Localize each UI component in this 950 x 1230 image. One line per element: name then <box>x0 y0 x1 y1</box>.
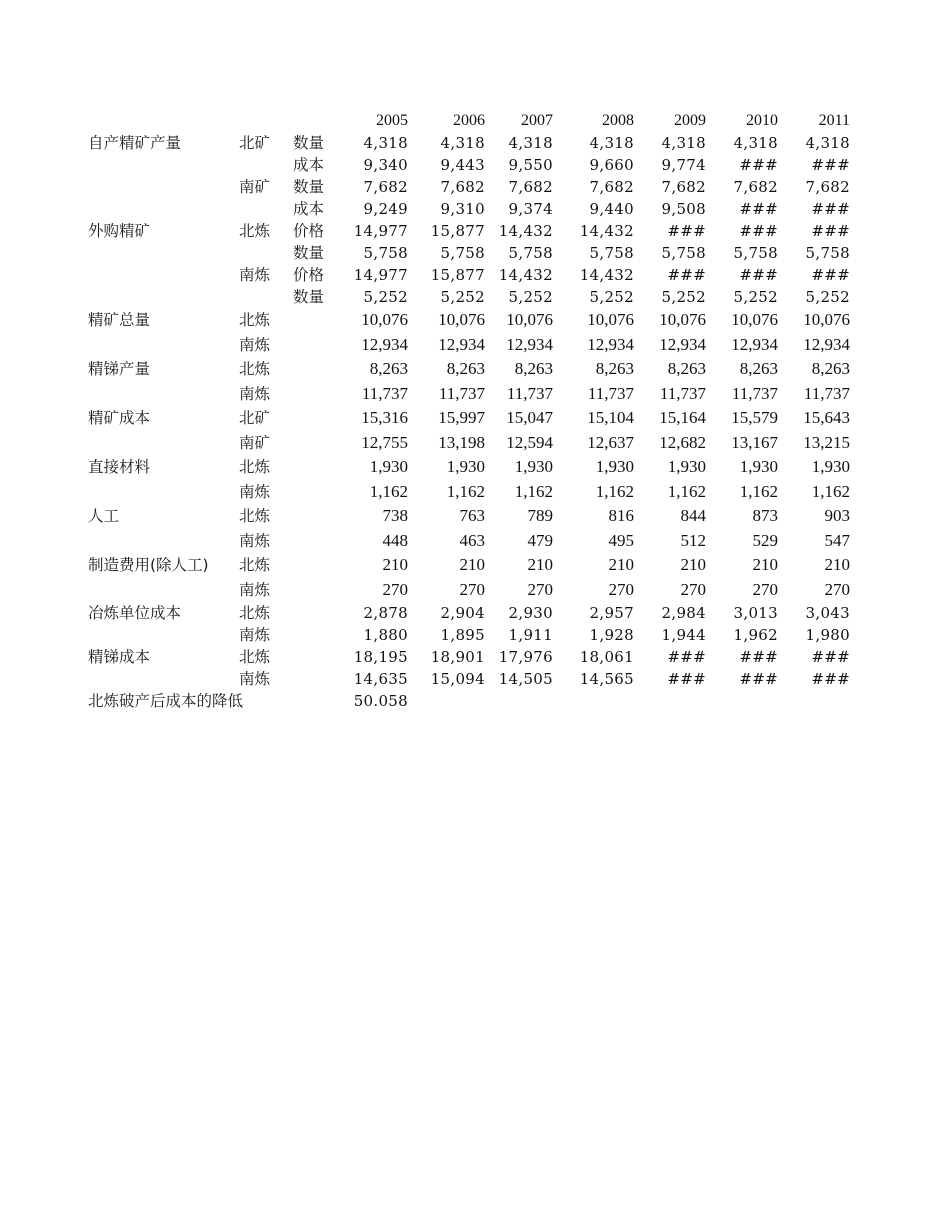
value-cell: 15,877 <box>430 266 485 284</box>
value-cell: 7,682 <box>508 178 553 196</box>
value-cell: 4,318 <box>508 134 553 152</box>
row-attribute-label: 数量 <box>293 288 325 306</box>
value-cell: 210 <box>459 555 485 574</box>
value-cell: 1,162 <box>739 481 778 501</box>
value-cell: 4,318 <box>661 134 706 152</box>
table-row <box>86 308 866 333</box>
year-header-cell: 2009 <box>674 112 706 129</box>
value-cell: 1,880 <box>363 626 408 644</box>
value-cell: 5,252 <box>733 288 778 306</box>
value-cell: 5,758 <box>805 244 850 262</box>
value-cell: 15,164 <box>659 408 706 427</box>
value-cell: 8,263 <box>369 359 408 378</box>
value-cell: 11,737 <box>803 383 850 403</box>
value-cell: 1,930 <box>595 457 634 476</box>
row-attribute-label: 价格 <box>293 222 325 240</box>
value-cell: ### <box>739 156 778 174</box>
row-attribute-label: 价格 <box>293 266 325 284</box>
row-sub-label: 北炼 <box>239 311 271 329</box>
value-cell: 816 <box>608 506 634 525</box>
table-row <box>86 553 866 578</box>
value-cell: 1,928 <box>589 626 634 644</box>
value-cell: ### <box>739 670 778 688</box>
value-cell: 210 <box>680 555 706 574</box>
value-cell: 1,930 <box>446 457 485 476</box>
value-cell: 10,076 <box>731 310 778 329</box>
value-cell: 14,635 <box>353 670 408 688</box>
value-cell: 10,076 <box>506 310 553 329</box>
row-sub-label: 南炼 <box>239 482 271 501</box>
value-cell: ### <box>811 266 850 284</box>
value-cell: ### <box>667 222 706 240</box>
row-sub-label: 北炼 <box>239 507 271 525</box>
value-cell: 873 <box>752 506 778 525</box>
table-row <box>86 690 866 712</box>
value-cell: 11,737 <box>361 383 408 403</box>
value-cell: 17,976 <box>498 648 553 666</box>
value-cell: 495 <box>608 530 634 550</box>
row-attribute-label: 数量 <box>293 134 325 152</box>
value-cell: 11,737 <box>731 383 778 403</box>
value-cell: 8,263 <box>514 359 553 378</box>
year-header-cell: 2007 <box>521 112 553 129</box>
value-cell: 463 <box>459 530 485 550</box>
value-cell: 512 <box>680 530 706 550</box>
value-cell: 50.058 <box>353 692 408 710</box>
row-sub-label: 南炼 <box>239 335 271 354</box>
table-row <box>86 602 866 624</box>
value-cell: 12,934 <box>659 334 706 354</box>
row-sub-label: 南炼 <box>239 670 271 688</box>
row-sub-label: 北炼 <box>239 604 271 622</box>
value-cell: 7,682 <box>589 178 634 196</box>
value-cell: 18,195 <box>353 648 408 666</box>
value-cell: 12,594 <box>506 432 553 452</box>
value-cell: ### <box>811 156 850 174</box>
value-cell: 1,162 <box>811 481 850 501</box>
value-cell: 2,904 <box>440 604 485 622</box>
value-cell: 2,878 <box>363 604 408 622</box>
row-sub-label: 北矿 <box>239 409 271 427</box>
value-cell: 7,682 <box>733 178 778 196</box>
value-cell: 18,061 <box>579 648 634 666</box>
value-cell: 4,318 <box>589 134 634 152</box>
value-cell: ### <box>667 670 706 688</box>
value-cell: ### <box>811 648 850 666</box>
row-label: 北炼破产后成本的降低 <box>88 692 244 710</box>
row-attribute-label: 数量 <box>293 178 325 196</box>
row-attribute-label: 数量 <box>293 244 325 262</box>
value-cell: 2,984 <box>661 604 706 622</box>
table-row <box>86 132 866 154</box>
value-cell: 547 <box>824 530 850 550</box>
value-cell: 7,682 <box>805 178 850 196</box>
value-cell: ### <box>667 648 706 666</box>
value-cell: 15,047 <box>506 408 553 427</box>
value-cell: 1,930 <box>739 457 778 476</box>
row-sub-label: 北炼 <box>239 556 271 574</box>
value-cell: 7,682 <box>440 178 485 196</box>
row-label: 制造费用(除人工) <box>88 556 209 574</box>
value-cell: 5,252 <box>589 288 634 306</box>
value-cell: 5,252 <box>508 288 553 306</box>
value-cell: 12,934 <box>361 334 408 354</box>
value-cell: 270 <box>527 579 553 599</box>
value-cell: 3,013 <box>733 604 778 622</box>
value-cell: 1,162 <box>667 481 706 501</box>
table-row <box>86 357 866 382</box>
value-cell: 14,432 <box>579 266 634 284</box>
value-cell: 903 <box>824 506 850 525</box>
table-row <box>86 431 866 456</box>
row-sub-label: 南炼 <box>239 266 271 284</box>
value-cell: 5,758 <box>440 244 485 262</box>
table-row <box>86 198 866 220</box>
value-cell: ### <box>739 266 778 284</box>
table-row <box>86 154 866 176</box>
value-cell: ### <box>739 648 778 666</box>
value-cell: 1,162 <box>369 481 408 501</box>
value-cell: 10,076 <box>438 310 485 329</box>
row-label: 精锑产量 <box>88 360 151 378</box>
value-cell: 14,977 <box>353 222 408 240</box>
row-label: 冶炼单位成本 <box>88 604 182 622</box>
value-cell: 13,167 <box>731 432 778 452</box>
value-cell: 11,737 <box>438 383 485 403</box>
value-cell: 15,579 <box>731 408 778 427</box>
value-cell: 15,316 <box>361 408 408 427</box>
value-cell: 9,774 <box>661 156 706 174</box>
value-cell: 9,440 <box>589 200 634 218</box>
row-label: 精矿总量 <box>88 311 151 329</box>
table-row <box>86 176 866 198</box>
row-label: 自产精矿产量 <box>88 134 182 152</box>
value-cell: 5,758 <box>508 244 553 262</box>
value-cell: 5,252 <box>363 288 408 306</box>
value-cell: ### <box>811 222 850 240</box>
value-cell: 14,977 <box>353 266 408 284</box>
value-cell: 270 <box>824 579 850 599</box>
row-label: 精矿成本 <box>88 409 151 427</box>
value-cell: 9,443 <box>440 156 485 174</box>
value-cell: 479 <box>527 530 553 550</box>
value-cell: 8,263 <box>739 359 778 378</box>
table-row <box>86 406 866 431</box>
value-cell: 1,980 <box>805 626 850 644</box>
value-cell: 2,930 <box>508 604 553 622</box>
year-header-cell: 2005 <box>376 112 408 129</box>
value-cell: 7,682 <box>363 178 408 196</box>
row-label: 外购精矿 <box>88 222 151 240</box>
row-sub-label: 南炼 <box>239 531 271 550</box>
value-cell: 15,877 <box>430 222 485 240</box>
table-row <box>86 646 866 668</box>
value-cell: 14,432 <box>498 266 553 284</box>
value-cell: 1,930 <box>667 457 706 476</box>
table-row <box>86 624 866 646</box>
table-row <box>86 668 866 690</box>
value-cell: 15,104 <box>587 408 634 427</box>
value-cell: 1,930 <box>369 457 408 476</box>
value-cell: 448 <box>382 530 408 550</box>
value-cell: ### <box>811 200 850 218</box>
row-label: 人工 <box>88 507 120 525</box>
year-header-cell: 2006 <box>453 112 485 129</box>
value-cell: 5,758 <box>589 244 634 262</box>
value-cell: 12,934 <box>803 334 850 354</box>
table-row <box>86 480 866 505</box>
value-cell: 270 <box>459 579 485 599</box>
value-cell: 1,895 <box>440 626 485 644</box>
table-row <box>86 242 866 264</box>
value-cell: 210 <box>824 555 850 574</box>
value-cell: 10,076 <box>803 310 850 329</box>
row-sub-label: 南矿 <box>239 433 271 452</box>
value-cell: 11,737 <box>587 383 634 403</box>
value-cell: 8,263 <box>595 359 634 378</box>
value-cell: 12,934 <box>506 334 553 354</box>
value-cell: 13,198 <box>438 432 485 452</box>
row-label: 精锑成本 <box>88 648 151 666</box>
table-row <box>86 220 866 242</box>
row-attribute-label: 成本 <box>293 156 325 174</box>
value-cell: 11,737 <box>506 383 553 403</box>
value-cell: 12,637 <box>587 432 634 452</box>
value-cell: ### <box>667 266 706 284</box>
year-header-cell: 2010 <box>746 112 778 129</box>
value-cell: 270 <box>752 579 778 599</box>
table-row <box>86 333 866 358</box>
table-row <box>86 578 866 603</box>
table-row <box>86 455 866 480</box>
value-cell: 12,934 <box>438 334 485 354</box>
value-cell: 1,944 <box>661 626 706 644</box>
value-cell: 1,162 <box>514 481 553 501</box>
value-cell: 12,682 <box>659 432 706 452</box>
value-cell: 270 <box>680 579 706 599</box>
table-row <box>86 286 866 308</box>
value-cell: 529 <box>752 530 778 550</box>
value-cell: 15,094 <box>430 670 485 688</box>
value-cell: 14,565 <box>579 670 634 688</box>
value-cell: 210 <box>752 555 778 574</box>
value-cell: 10,076 <box>361 310 408 329</box>
value-cell: 210 <box>527 555 553 574</box>
value-cell: ### <box>739 222 778 240</box>
row-sub-label: 南炼 <box>239 384 271 403</box>
value-cell: 12,934 <box>731 334 778 354</box>
value-cell: 4,318 <box>805 134 850 152</box>
value-cell: 5,758 <box>661 244 706 262</box>
year-header-cell: 2008 <box>602 112 634 129</box>
row-sub-label: 北矿 <box>239 134 271 152</box>
value-cell: 7,682 <box>661 178 706 196</box>
value-cell: 14,505 <box>498 670 553 688</box>
value-cell: 210 <box>382 555 408 574</box>
value-cell: 14,432 <box>579 222 634 240</box>
value-cell: 14,432 <box>498 222 553 240</box>
value-cell: 2,957 <box>589 604 634 622</box>
value-cell: 4,318 <box>440 134 485 152</box>
row-label: 直接材料 <box>88 458 151 476</box>
value-cell: 844 <box>680 506 706 525</box>
value-cell: 3,043 <box>805 604 850 622</box>
value-cell: 9,249 <box>363 200 408 218</box>
row-sub-label: 北炼 <box>239 648 271 666</box>
value-cell: 12,755 <box>361 432 408 452</box>
value-cell: 9,550 <box>508 156 553 174</box>
value-cell: 9,660 <box>589 156 634 174</box>
value-cell: 10,076 <box>659 310 706 329</box>
value-cell: 9,508 <box>661 200 706 218</box>
value-cell: 1,911 <box>508 626 553 644</box>
table-row <box>86 382 866 407</box>
row-sub-label: 北炼 <box>239 222 271 240</box>
row-sub-label: 南炼 <box>239 626 271 644</box>
value-cell: 13,215 <box>803 432 850 452</box>
value-cell: 9,340 <box>363 156 408 174</box>
value-cell: 789 <box>527 506 553 525</box>
value-cell: 5,252 <box>440 288 485 306</box>
value-cell: 5,758 <box>363 244 408 262</box>
value-cell: 1,930 <box>811 457 850 476</box>
year-header-row <box>86 110 866 132</box>
value-cell: 1,930 <box>514 457 553 476</box>
row-sub-label: 南矿 <box>239 178 271 196</box>
table-row <box>86 504 866 529</box>
value-cell: 5,252 <box>805 288 850 306</box>
value-cell: 270 <box>382 579 408 599</box>
spreadsheet <box>86 110 866 712</box>
value-cell: 270 <box>608 579 634 599</box>
value-cell: 18,901 <box>430 648 485 666</box>
value-cell: 12,934 <box>587 334 634 354</box>
value-cell: 1,162 <box>446 481 485 501</box>
row-attribute-label: 成本 <box>293 200 325 218</box>
value-cell: 4,318 <box>733 134 778 152</box>
value-cell: 9,310 <box>440 200 485 218</box>
row-sub-label: 北炼 <box>239 458 271 476</box>
value-cell: 9,374 <box>508 200 553 218</box>
value-cell: 8,263 <box>446 359 485 378</box>
value-cell: ### <box>739 200 778 218</box>
value-cell: 210 <box>608 555 634 574</box>
value-cell: 8,263 <box>667 359 706 378</box>
value-cell: 8,263 <box>811 359 850 378</box>
value-cell: 1,962 <box>733 626 778 644</box>
value-cell: 15,997 <box>438 408 485 427</box>
value-cell: 11,737 <box>659 383 706 403</box>
value-cell: 5,252 <box>661 288 706 306</box>
value-cell: 5,758 <box>733 244 778 262</box>
year-header-cell: 2011 <box>818 112 850 129</box>
value-cell: 4,318 <box>363 134 408 152</box>
row-sub-label: 南炼 <box>239 580 271 599</box>
table-row <box>86 529 866 554</box>
table-row <box>86 264 866 286</box>
value-cell: 763 <box>459 506 485 525</box>
value-cell: 15,643 <box>803 408 850 427</box>
value-cell: 738 <box>382 506 408 525</box>
value-cell: 1,162 <box>595 481 634 501</box>
value-cell: 10,076 <box>587 310 634 329</box>
row-sub-label: 北炼 <box>239 360 271 378</box>
value-cell: ### <box>811 670 850 688</box>
